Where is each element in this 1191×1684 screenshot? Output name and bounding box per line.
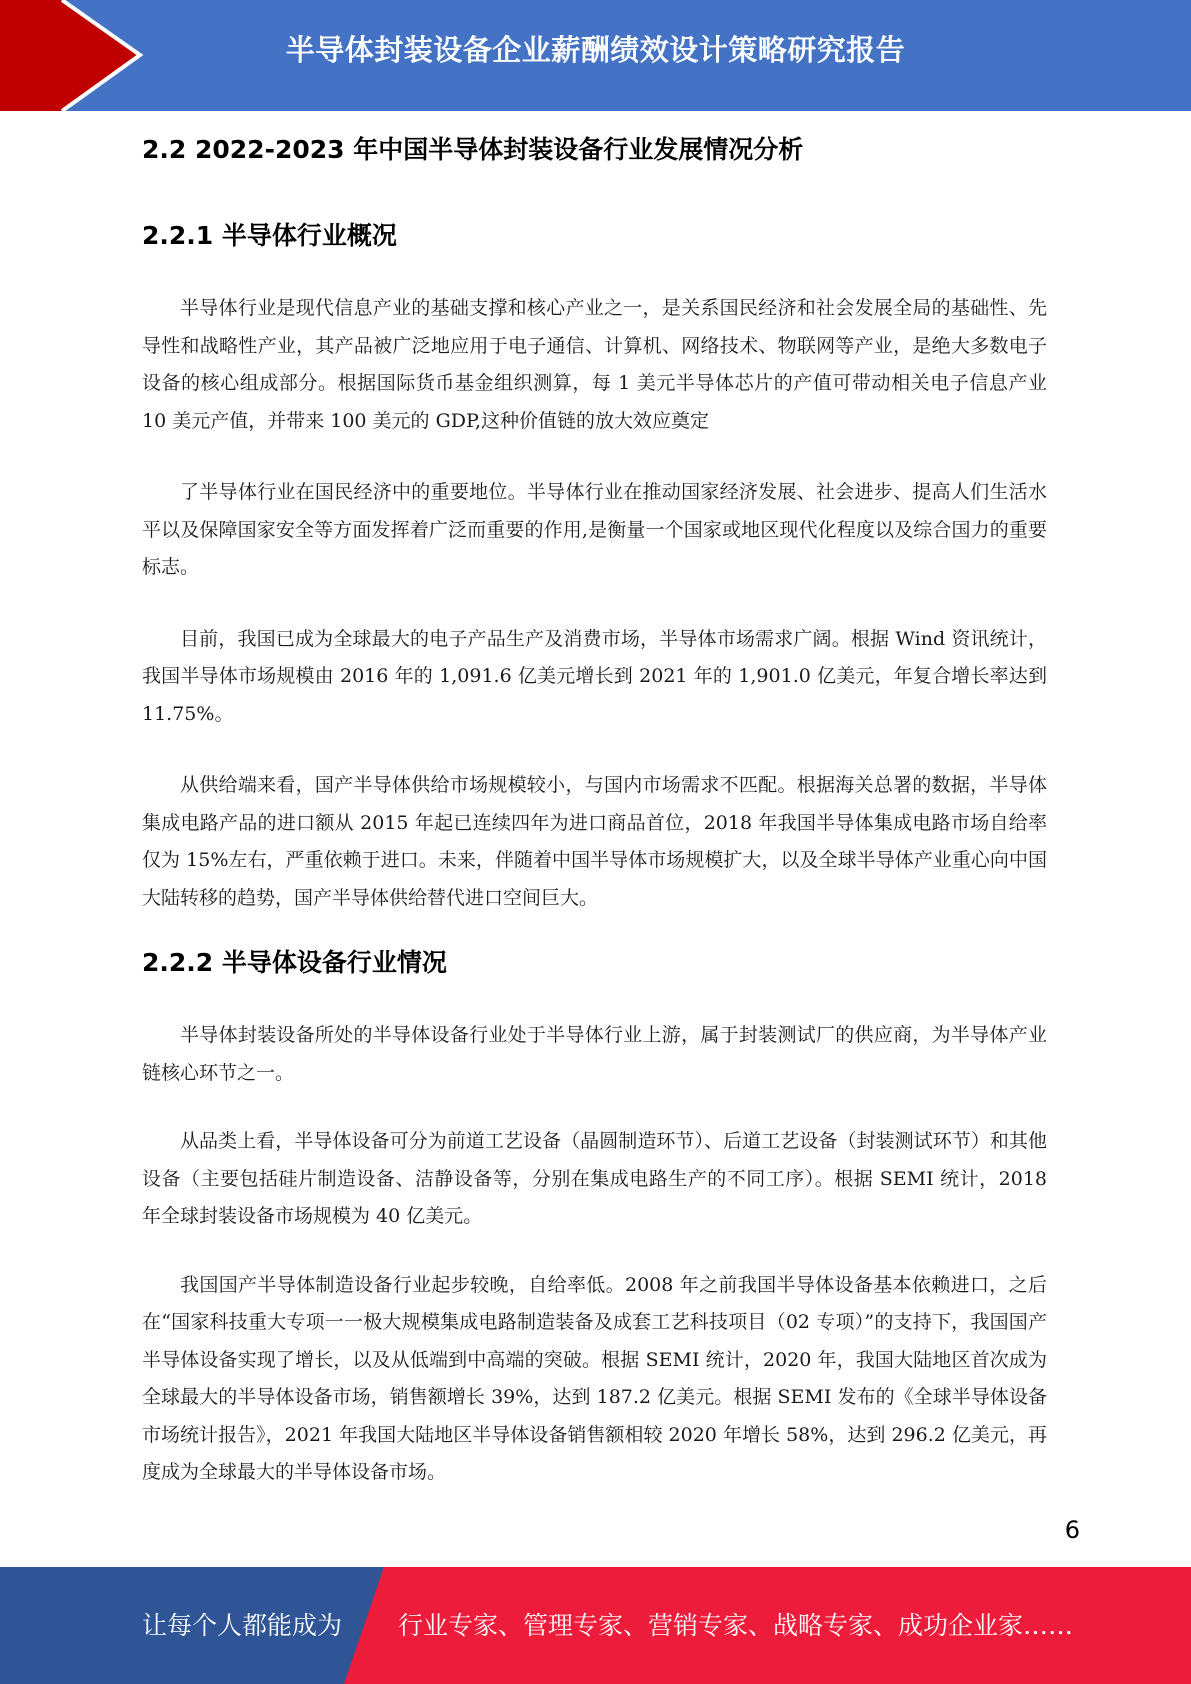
page-footer <box>0 1567 1191 1684</box>
report-title: 半导体封装设备企业薪酬绩效设计策略研究报告 <box>285 33 906 67</box>
paragraph: 我国国产半导体制造设备行业起步较晚，自给率低。2008 年之前我国半导体设备基本依赖进口，之后在“国家科技重大专项一一极大规模集成电路制造装备及成套工艺科技项目（02 专项）”的支持下，我国国产半导体设备实现了增长，以及从低端到中高端的突破。根据 SEMI 统计，2020 年，我国大陆地区首次成为全球最大的半导体设备市场，销售额增长 39%，达到 187.2 亿美元。根据 SEMI 发布的《全球半导体设备市场统计报告》，2021 年我国大陆地区半导体设备销售额相较 2020 年增长 58%，达到 296.2 亿美元，再度成为全球最大的半导体设备市场。 <box>142 1273 1047 1483</box>
paragraph: 从品类上看，半导体设备可分为前道工艺设备（晶圆制造环节）、后道工艺设备（封装测试环节）和其他设备（主要包括硅片制造设备、洁静设备等，分别在集成电路生产的不同工序）。根据 SEMI 统计，2018 年全球封装设备市场规模为 40 亿美元。 <box>142 1130 1047 1227</box>
page-number: 6 <box>1064 1516 1080 1544</box>
paragraph: 从供给端来看，国产半导体供给市场规模较小，与国内市场需求不匹配。根据海关总署的数据，半导体集成电路产品的进口额从 2015 年起已连续四年为进口商品首位，2018 年我国半导体集成电路市场自给率仅为 15%左右，严重依赖于进口。未来，伴随着中国半导体市场规模扩大，以及全球半导体产业重心向中国大陆转移的趋势，国产半导体供给替代进口空间巨大。 <box>142 774 1047 909</box>
paragraph: 半导体行业是现代信息产业的基础支撑和核心产业之一，是关系国民经济和社会发展全局的基础性、先导性和战略性产业，其产品被广泛地应用于电子通信、计算机、网络技术、物联网等产业，是绝大多数电子设备的核心组成部分。根据国际货币基金组织测算，每 1 美元半导体芯片的产值可带动相关电子信息产业 10 美元产值，并带来 100 美元的 GDP,这种价值链的放大效应奠定 <box>142 297 1047 432</box>
page-header <box>0 0 1191 111</box>
subsection-heading-1: 2.2.1 半导体行业概况 <box>142 221 397 250</box>
section-heading: 2.2 2022-2023 年中国半导体封装设备行业发展情况分析 <box>142 135 804 164</box>
page-content <box>142 118 1047 1492</box>
subsection-heading-2: 2.2.2 半导体设备行业情况 <box>142 948 447 977</box>
paragraph: 半导体封装设备所处的半导体设备行业处于半导体行业上游，属于封装测试厂的供应商，为半导体产业链核心环节之一。 <box>142 1024 1047 1084</box>
footer-slogan-right: 行业专家、管理专家、营销专家、战略专家、成功企业家…… <box>398 1611 1074 1640</box>
paragraph: 了半导体行业在国民经济中的重要地位。半导体行业在推动国家经济发展、社会进步、提高人们生活水平以及保障国家安全等方面发挥着广泛而重要的作用,是衡量一个国家或地区现代化程度以及综合国力的重要标志。 <box>142 481 1047 578</box>
footer-slogan-left: 让每个人都能成为 <box>142 1611 343 1640</box>
paragraph: 目前，我国已成为全球最大的电子产品生产及消费市场，半导体市场需求广阔。根据 Wind 资讯统计，我国半导体市场规模由 2016 年的 1,091.6 亿美元增长到 2021 年的 1,901.0 亿美元，年复合增长率达到 11.75%。 <box>142 627 1047 725</box>
